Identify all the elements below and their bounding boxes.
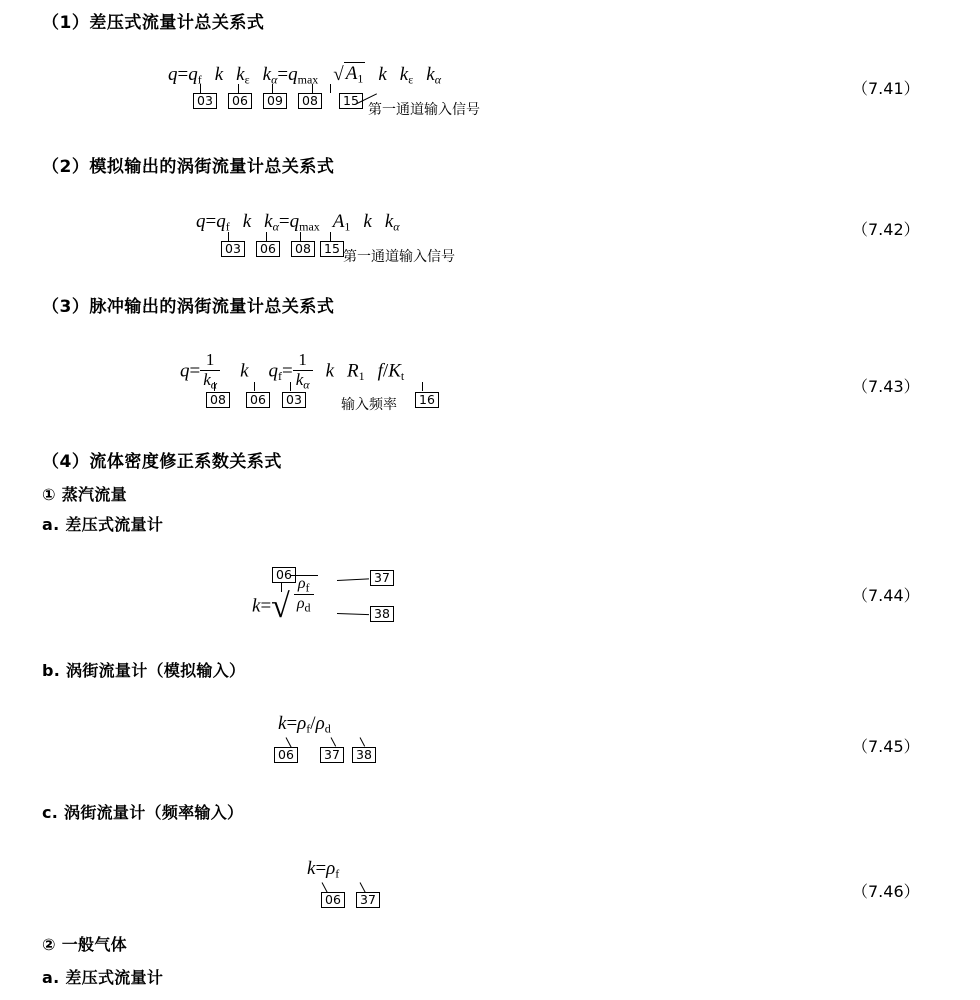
equation-7-42	[196, 211, 400, 234]
section-heading-1: （1）差压式流量计总关系式	[42, 13, 265, 33]
code-box: 37	[356, 892, 380, 908]
equation-7-45-tag: （7.45）	[852, 737, 920, 756]
equation-7-44-tag: （7.44）	[852, 586, 920, 605]
leader-line	[330, 84, 331, 93]
leader-line	[238, 84, 239, 93]
code-box: 08	[291, 241, 315, 257]
code-box: 38	[352, 747, 376, 763]
equation-7-43-expression: q= $\frac{1}{k\alpha}$ k $q_f=$ $\frac{1}{k\alpha}$ k $R_1$ $f/K_t$	[180, 350, 405, 392]
code-box: 16	[415, 392, 439, 408]
leader-line	[300, 232, 301, 241]
leader-line	[200, 84, 201, 93]
code-box: 08	[206, 392, 230, 408]
code-box: 03	[282, 392, 306, 408]
code-box: 06	[272, 567, 296, 583]
equation-7-43-tag: （7.43）	[852, 377, 920, 396]
annotation-pointer	[331, 737, 337, 746]
code-box: 03	[193, 93, 217, 109]
leader-line	[330, 232, 331, 241]
section-heading-4: （4）流体密度修正系数关系式	[42, 452, 282, 472]
code-box: 37	[320, 747, 344, 763]
equation-7-41-annotation: 第一通道输入信号	[368, 102, 480, 118]
code-box: 15	[320, 241, 344, 257]
annotation-pointer	[337, 578, 369, 581]
code-box: 06	[228, 93, 252, 109]
code-box: 06	[321, 892, 345, 908]
equation-7-46	[307, 858, 339, 881]
equation-7-43-annotation: 输入频率	[341, 397, 397, 413]
leader-line	[422, 382, 423, 391]
equation-7-42-annotation: 第一通道输入信号	[343, 249, 455, 265]
leader-line	[254, 382, 255, 391]
subsection-heading-general-gas: ② 一般气体	[42, 935, 127, 954]
subsection-heading-vortex-frequency: c. 涡街流量计（频率输入）	[42, 803, 244, 822]
equation-7-42-tag: （7.42）	[852, 220, 920, 239]
equation-7-44-expression: k=√ $\frac{\rho_f}{\rho_d}$	[252, 586, 318, 629]
leader-line	[266, 232, 267, 241]
code-box: 38	[370, 606, 394, 622]
equation-7-41-tag: （7.41）	[852, 79, 920, 98]
equation-7-45-expression: $k=\rho_f/\rho_d$	[278, 713, 331, 736]
annotation-pointer	[360, 737, 366, 746]
leader-line	[272, 84, 273, 93]
subsection-heading-vortex-analog: b. 涡街流量计（模拟输入）	[42, 661, 246, 680]
code-box: 37	[370, 570, 394, 586]
equation-7-42-expression: $q=q_f$ k $k\alpha=q_{max}$ $A_1$ k kα	[196, 211, 400, 234]
section-heading-3: （3）脉冲输出的涡街流量计总关系式	[42, 297, 335, 317]
equation-7-45	[278, 713, 331, 736]
code-box: 06	[246, 392, 270, 408]
subsection-heading-dp-flowmeter: a. 差压式流量计	[42, 515, 164, 534]
equation-7-46-expression: $k=\rho_f$	[307, 858, 340, 881]
leader-line	[290, 382, 291, 391]
section-heading-2: （2）模拟输出的涡街流量计总关系式	[42, 157, 335, 177]
code-box: 03	[221, 241, 245, 257]
leader-line	[228, 232, 229, 241]
equation-7-41-expression: $q=q_f$ k $k_\varepsilon$ $k\alpha=q_{max}$ √ $A_1$ k $k_\varepsilon$ kα	[168, 63, 441, 87]
code-box: 08	[298, 93, 322, 109]
leader-line	[312, 84, 313, 93]
subsection-heading-steam-flow: ① 蒸汽流量	[42, 485, 127, 504]
equation-7-41	[168, 63, 441, 87]
code-box: 06	[274, 747, 298, 763]
code-box: 15	[339, 93, 363, 109]
subsection-heading-dp-flowmeter-2: a. 差压式流量计	[42, 968, 164, 987]
leader-line	[214, 382, 215, 391]
code-box: 09	[263, 93, 287, 109]
code-box: 06	[256, 241, 280, 257]
annotation-pointer	[337, 613, 369, 615]
equation-7-46-tag: （7.46）	[852, 882, 920, 901]
